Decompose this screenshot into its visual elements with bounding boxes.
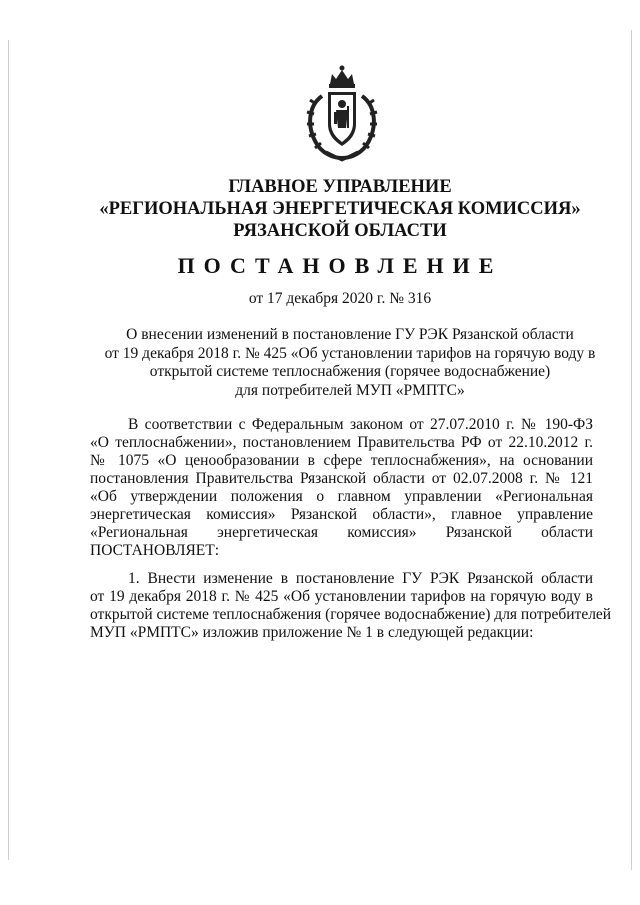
- preamble-line: № 1075 «О ценообразовании в сфере теплоснабжения», на основании: [90, 452, 593, 469]
- item-1-line: 1. Внести изменение в постановление ГУ РЭК Рязанской области: [128, 570, 593, 587]
- preamble-line: постановления Правительства Рязанской области от 02.07.2008 г. № 121: [90, 470, 593, 487]
- item-1-line: МУП «РМПТС» изложив приложение № 1 в следующей редакции:: [90, 624, 534, 641]
- scan-edge-mark: [631, 30, 632, 870]
- document-type-title: ПОСТАНОВЛЕНИЕ: [177, 253, 503, 278]
- document-subject: [90, 326, 610, 400]
- preamble-line: энергетическая комиссия» Рязанской области», главное управление: [90, 506, 593, 523]
- preamble-line: «О теплоснабжении», постановлением Правительства РФ от 22.10.2012 г.: [90, 434, 593, 451]
- item-1-line: от 19 декабря 2018 г. № 425 «Об установлении тарифов на горячую воду в: [90, 588, 593, 605]
- scan-edge-mark: [8, 40, 9, 860]
- preamble-paragraph: [90, 416, 593, 560]
- preamble-line: ПОСТАНОВЛЯЕТ:: [90, 542, 220, 559]
- preamble-line: «Об утверждении положения о главном управлении «Региональная: [90, 488, 593, 505]
- issuer-header: [40, 176, 640, 242]
- subject-line: О внесении изменений в постановление ГУ РЭК Рязанской области: [126, 326, 574, 343]
- item-1-line: открытой системе теплоснабжения (горячее водоснабжение) для потребителей: [90, 606, 612, 623]
- document-date-number: от 17 декабря 2020 г. № 316: [248, 290, 432, 307]
- issuer-line-3: РЯЗАНСКОЙ ОБЛАСТИ: [233, 221, 447, 241]
- subject-line: от 19 декабря 2018 г. № 425 «Об установлении тарифов на горячую воду в: [104, 344, 596, 362]
- subject-line: для потребителей МУП «РМПТС»: [235, 381, 465, 399]
- preamble-line: «Региональная энергетическая комиссия» Рязанской области: [90, 524, 593, 541]
- coat-of-arms-emblem: [300, 62, 384, 162]
- subject-line: открытой системе теплоснабжения (горячее водоснабжение): [149, 363, 551, 380]
- issuer-line-2: «РЕГИОНАЛЬНАЯ ЭНЕРГЕТИЧЕСКАЯ КОМИССИЯ»: [99, 199, 581, 219]
- item-1-paragraph: [90, 570, 612, 642]
- preamble-line: В соответствии с Федеральным законом от 27.07.2010 г. № 190-ФЗ: [128, 416, 593, 433]
- issuer-line-1: ГЛАВНОЕ УПРАВЛЕНИЕ: [228, 177, 452, 197]
